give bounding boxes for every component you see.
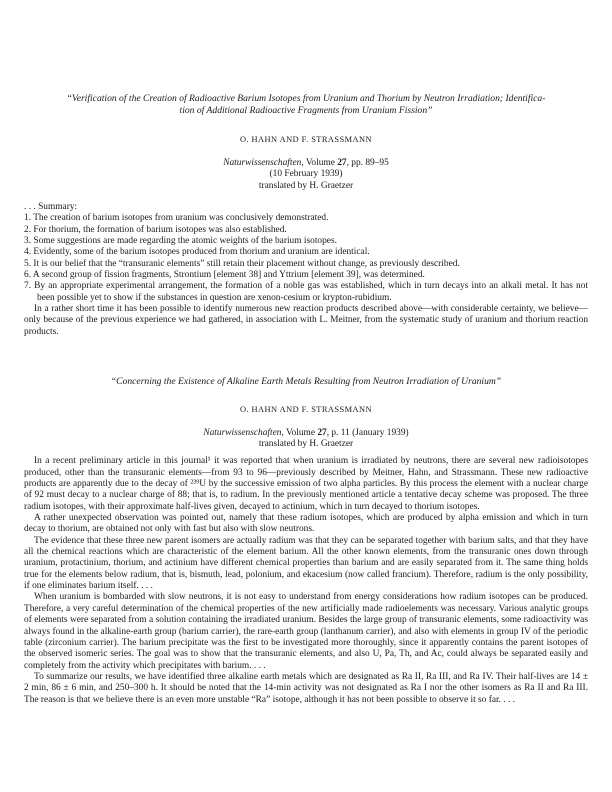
paper2-journal-block <box>24 428 588 451</box>
paper2-journal-pages: , p. 11 (January 1939) <box>326 427 409 438</box>
page-content <box>24 93 588 706</box>
paper1-journal-volume-number: 27 <box>337 158 347 168</box>
summary-item-2: 2. For thorium, the formation of barium isotopes was also established. <box>24 224 287 235</box>
summary-list <box>24 213 588 304</box>
paper1-title <box>24 93 588 116</box>
paper1-journal-block <box>24 158 588 192</box>
paper1-title-line2: tion of Additional Radioactive Fragments from Uranium Fission” <box>179 104 433 116</box>
paper2-translator-line: translated by H. Graetzer <box>258 439 354 449</box>
summary-item-6: 6. A second group of fission fragments, Strontium [element 38] and Yttrium [element 39], was determined. <box>24 270 425 281</box>
paper2-paragraph-2: A rather unexpected observation was pointed out, namely that these radium isotopes, which are produced by alpha emission and which in turn decay to thorium, are obtained not only with fast but also with slow neutrons. <box>24 513 588 535</box>
paper2-journal-volume-number: 27 <box>317 427 327 438</box>
paper2-paragraph-4: When uranium is bombarded with slow neutrons, it is not easy to understand from energy considerations how radium isotopes can be produced. Therefore, a very careful determination of the chemical properties of the new artificially made radioelements was necessary. Various analytic groups of elements were separated from a solution containing the irradiated uranium. Besides the large group of transuranic elements, some radioactivity was always found in the alkaline-earth group (barium carrier), the rare-earth group (lanthanum carrier), and also with elements in group IV of the periodic table (zirconium carrier). The barium precipitate was the first to be investigated more thoroughly, since it apparently contains the parent isotopes of the observed isomeric series. The goal was to show that the transuranic elements, and also U, Pa, Th, and Ac, could always be separated easily and completely from the activity which precipitates with barium. . . . <box>24 592 588 671</box>
summary-item-1: 1. The creation of barium isotopes from uranium was conclusively demonstrated. <box>24 213 329 224</box>
summary-item-5: 5. It is our belief that the “transuranic elements” still retain their placement without change, as previously described. <box>24 258 460 269</box>
paper2-journal-citation <box>24 428 588 439</box>
paper2-paragraph-1: In a recent preliminary article in this journal¹ it was reported that when uranium is irradiated by neutrons, there are several new radioisotopes produced, other than the transuranic elements—from 93 to 96—previously described by Meitner, Hahn, and Strassmann. These new radioactive products are apparently due to the decay of ²³⁹U by the successive emission of two alpha particles. By this process the element with a nuclear charge of 92 must decay to a nuclear charge of 88; that is, to radium. In the previously mentioned article a tentative decay scheme was proposed. The three radium isotopes, with their approximate half-lives given, decayed to actinium, which in turn decayed to thorium isotopes. <box>24 456 588 512</box>
paper1-translator-line: translated by H. Graetzer <box>258 180 354 191</box>
paper2-authors: O. HAHN AND F. STRASSMANN <box>239 404 373 414</box>
paper2-paragraph-5: To summarize our results, we have identified three alkaline earth metals which are designated as Ra II, Ra III, and Ra IV. Their half-lives are 14 ± 2 min, 86 ± 6 min, and 250–300 h. It should be noted that the 14-min activity was not designated as Ra I nor the other isomers as Ra II and Ra III. The reason is that we believe there is an even more unstable “Ra” isotope, although it has not been possible to observe it so far. . . . <box>24 671 588 705</box>
summary-item-7: 7. By an appropriate experimental arrangement, the formation of a noble gas was established, which in turn decays into an alkali metal. It has not been possible yet to show if the substances in question are xenon-cesium or krypton-rubidium. <box>24 281 588 303</box>
paper1-authors: O. HAHN AND F. STRASSMANN <box>239 135 373 144</box>
paper2-title: “Concerning the Existence of Alkaline Earth Metals Resulting from Neutron Irradiation of Uranium” <box>110 376 502 388</box>
paper1-journal-pages: , pp. 89–95 <box>346 158 389 168</box>
paper1-journal-volume-prefix: Volume <box>303 158 338 168</box>
paper2-paragraph-3: The evidence that these three new parent isomers are actually radium was that they can be separated together with barium salts, and that they have all the chemical reactions which are characteristic of the element barium. All the other known elements, from the transuranic ones down through uranium, protactinium, thorium, and actinium have different chemical properties than barium and are easily separated from it. The same thing holds true for the elements below radium, that is, bismuth, lead, polonium, and ekacesium (now called francium). Therefore, radium is the only possibility, if one eliminates barium itself. . . . <box>24 535 588 592</box>
paper1-closing-paragraph: In a rather short time it has been possible to identify numerous new reaction products described above—with considerable certainty, we believe—only because of the previous experience we had gathered, in association with L. Meitner, from the systematic study of uranium and thorium reaction products. <box>24 304 588 337</box>
summary-item-4: 4. Evidently, some of the barium isotopes produced from thorium and uranium are identical. <box>24 247 370 258</box>
summary-label: . . . Summary: <box>24 202 78 213</box>
paper1-journal-citation <box>24 158 588 169</box>
summary-item-3: 3. Some suggestions are made regarding the atomic weights of the barium isotopes. <box>24 236 337 247</box>
paper2-journal-volume-prefix: Volume <box>283 427 318 438</box>
paper1-title-line1: “Verification of the Creation of Radioactive Barium Isotopes from Uranium and Thorium by Neutron Irradiation; Identifica- <box>66 93 546 104</box>
paper1-journal-name: Naturwissenschaften, <box>223 158 304 168</box>
paper2-journal-name: Naturwissenschaften, <box>203 427 284 438</box>
paper1-date-line: (10 February 1939) <box>269 169 343 180</box>
